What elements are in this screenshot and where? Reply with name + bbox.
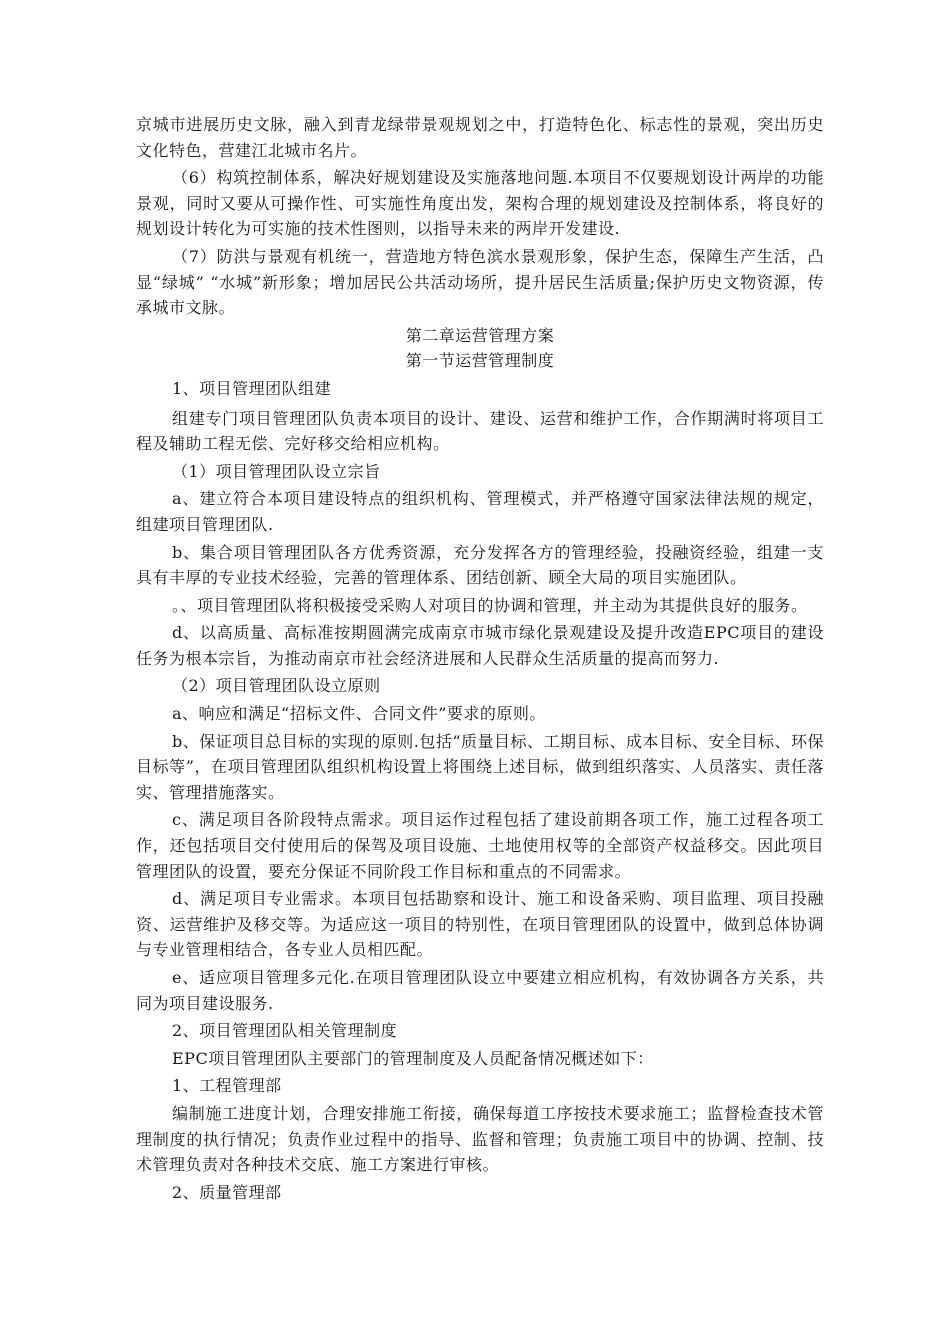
- paragraph: a、建立符合本项目建设特点的组织机构、管理模式，并严格遵守国家法律法规的规定，组建项目管理团队.: [136, 489, 824, 534]
- paragraph: a、响应和满足“招标文件、合同文件”要求的原则。: [172, 704, 546, 724]
- paragraph: （2）项目管理团队设立原则: [172, 676, 381, 696]
- paragraph: d、以高质量、高标准按期圆满完成南京市城市绿化景观建设及提升改造EPC项目的建设任务为根本宗旨，为推动南京市社会经济进展和人民群众生活质量的提高而努力.: [136, 623, 824, 668]
- section-title: 第一节运营管理制度: [405, 351, 555, 371]
- paragraph: 京城市进展历史文脉，融入到青龙绿带景观规划之中，打造特色化、标志性的景观，突出历史文化特色，营建江北城市名片。: [136, 115, 824, 160]
- paragraph: 。、项目管理团队将积极接受采购人对项目的协调和管理，并主动为其提供良好的服务。: [172, 595, 808, 615]
- paragraph: 2、质量管理部: [172, 1182, 282, 1202]
- document-page: [136, 112, 824, 1205]
- paragraph: 2、项目管理团队相关管理制度: [172, 1021, 398, 1041]
- paragraph: d、满足项目专业需求。本项目包括勘察和设计、施工和设备采购、项目监理、项目投融资、运营维护及移交等。为适应这一项目的特别性，在项目管理团队的设置中，做到总体协调与专业管理相结合，各专业人员相匹配。: [136, 889, 824, 960]
- paragraph: b、集合项目管理团队各方优秀资源，充分发挥各方的管理经验，投融资经验，组建一支具有丰厚的专业技术经验，完善的管理体系、团结创新、顾全大局的项目实施团队。: [136, 542, 824, 588]
- paragraph: 1、项目管理团队组建: [172, 378, 332, 398]
- paragraph: c、满足项目各阶段特点需求。项目运作过程包括了建设前期各项工作，施工过程各项工作，还包括项目交付使用后的保驾及项目设施、土地使用权等的全部资产权益移交。因此项目管理团队的设置，要充分保证不同阶段工作目标和重点的不同需求。: [136, 810, 824, 881]
- paragraph: 1、工程管理部: [172, 1076, 282, 1096]
- paragraph: e、适应项目管理多元化.在项目管理团队设立中要建立相应机构，有效协调各方关系，共同为项目建设服务.: [136, 968, 824, 1013]
- paragraph: b、保证项目总目标的实现的原则.包括“质量目标、工期目标、成本目标、安全目标、环保目标等”，在项目管理团队组织机构设置上将围绕上述目标，做到组织落实、人员落实、责任落实、管理措施落实。: [136, 731, 825, 802]
- chapter-title: 第二章运营管理方案: [405, 325, 555, 345]
- paragraph: 编制施工进度计划，合理安排施工衔接，确保每道工序按技术要求施工；监督检查技术管理制度的执行情况；负责作业过程中的指导、监督和管理；负责施工项目中的协调、控制、技术管理负责对各种技术交底、施工方案进行审核。: [136, 1103, 824, 1175]
- paragraph: EPC项目管理团队主要部门的管理制度及人员配备情况概述如下：: [172, 1048, 654, 1068]
- paragraph: （6）构筑控制体系，解决好规划建设及实施落地问题.本项目不仅要规划设计两岸的功能景观，同时又要从可操作性、可实施性角度出发，架构合理的规划建设及控制体系，将良好的规划设计转化为可实施的技术性图则，以指导未来的两岸开发建设.: [136, 168, 824, 239]
- paragraph: （1）项目管理团队设立宗旨: [172, 461, 381, 481]
- paragraph: （7）防洪与景观有机统一，营造地方特色滨水景观形象，保护生态，保障生产生活，凸显“绿城” “水城”新形象；增加居民公共活动场所，提升居民生活质量;保护历史文物资源，传承城市文脉。: [136, 246, 824, 318]
- paragraph: 组建专门项目管理团队负责本项目的设计、建设、运营和维护工作，合作期满时将项目工程及辅助工程无偿、完好移交给相应机构。: [136, 408, 824, 454]
